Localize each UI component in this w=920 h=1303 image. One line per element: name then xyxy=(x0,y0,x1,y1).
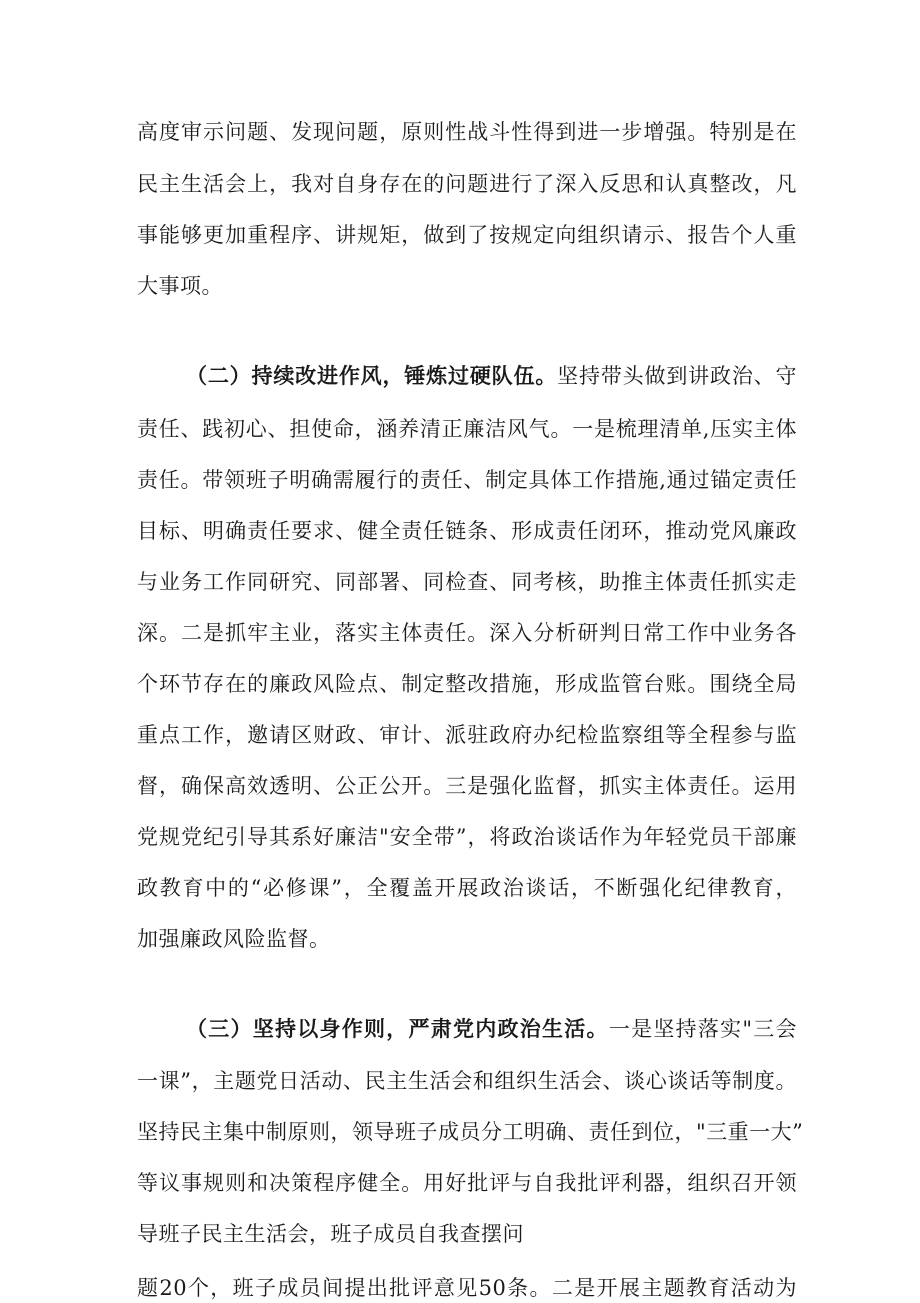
section-heading-2: （二）持续改进作风，锤炼过硬队伍。 xyxy=(186,363,558,388)
text-line: 民主生活会上，我对自身存在的问题进行了深入反思和认真整改，凡 xyxy=(137,172,797,196)
text-line: 等议事规则和决策程序健全。用好批评与自我批评利器，组织召开领 xyxy=(137,1171,797,1195)
text-line: 政教育中的“必修课”，全覆盖开展政治谈话，不断强化纪律教育， xyxy=(137,876,797,900)
text-run: 坚持带头做到讲政治、守 xyxy=(557,364,798,388)
paragraph-heading-line xyxy=(186,361,797,391)
text-line: 加强廉政风险监督。 xyxy=(137,927,331,951)
text-line: 个环节存在的廉政风险点、制定整改措施，形成监管台账。围绕全局 xyxy=(137,672,797,696)
text-line: 事能够更加重程序、讲规矩，做到了按规定向组织请示、报告个人重 xyxy=(137,223,797,247)
text-line: 责任、践初心、担使命，涵养清正廉洁风气。一是梳理清单,压实主体 xyxy=(137,417,797,441)
paragraph-heading-line xyxy=(186,1014,797,1044)
text-line: 题20个，班子成员间提出批评意见50条。二是开展主题教育活动为 xyxy=(137,1276,797,1300)
text-line: 重点工作，邀请区财政、审计、派驻政府办纪检监察组等全程参与监 xyxy=(137,723,797,747)
text-line: 与业务工作同研究、同部署、同检查、同考核，助推主体责任抓实走 xyxy=(137,570,797,594)
text-line: 目标、明确责任要求、健全责任链条、形成责任闭环，推动党风廉政 xyxy=(137,519,797,543)
text-line: 责任。带领班子明确需履行的责任、制定具体工作措施,通过锚定责任 xyxy=(137,468,797,492)
text-line: 深。二是抓牢主业，落实主体责任。深入分析研判日常工作中业务各 xyxy=(137,621,797,645)
text-line: 坚持民主集中制原则，领导班子成员分工明确、责任到位，"三重一大” xyxy=(137,1120,804,1144)
section-heading-3: （三）坚持以身作则，严肃党内政治生活。 xyxy=(186,1016,609,1041)
text-line: 导班子民主生活会，班子成员自我查摆问 xyxy=(137,1222,524,1246)
text-line: 大事项。 xyxy=(137,274,223,298)
text-line: 党规党纪引导其系好廉洁"安全带”，将政治谈话作为年轻党员干部廉 xyxy=(137,825,797,849)
text-line: 督，确保高效透明、公正公开。三是强化监督，抓实主体责任。运用 xyxy=(137,774,797,798)
text-run: 一是坚持落实"三会 xyxy=(608,1017,797,1041)
text-line: 高度审示问题、发现问题，原则性战斗性得到进一步增强。特别是在 xyxy=(137,120,797,144)
text-line: 一课”，主题党日活动、民主生活会和组织生活会、谈心谈话等制度。 xyxy=(137,1069,797,1093)
